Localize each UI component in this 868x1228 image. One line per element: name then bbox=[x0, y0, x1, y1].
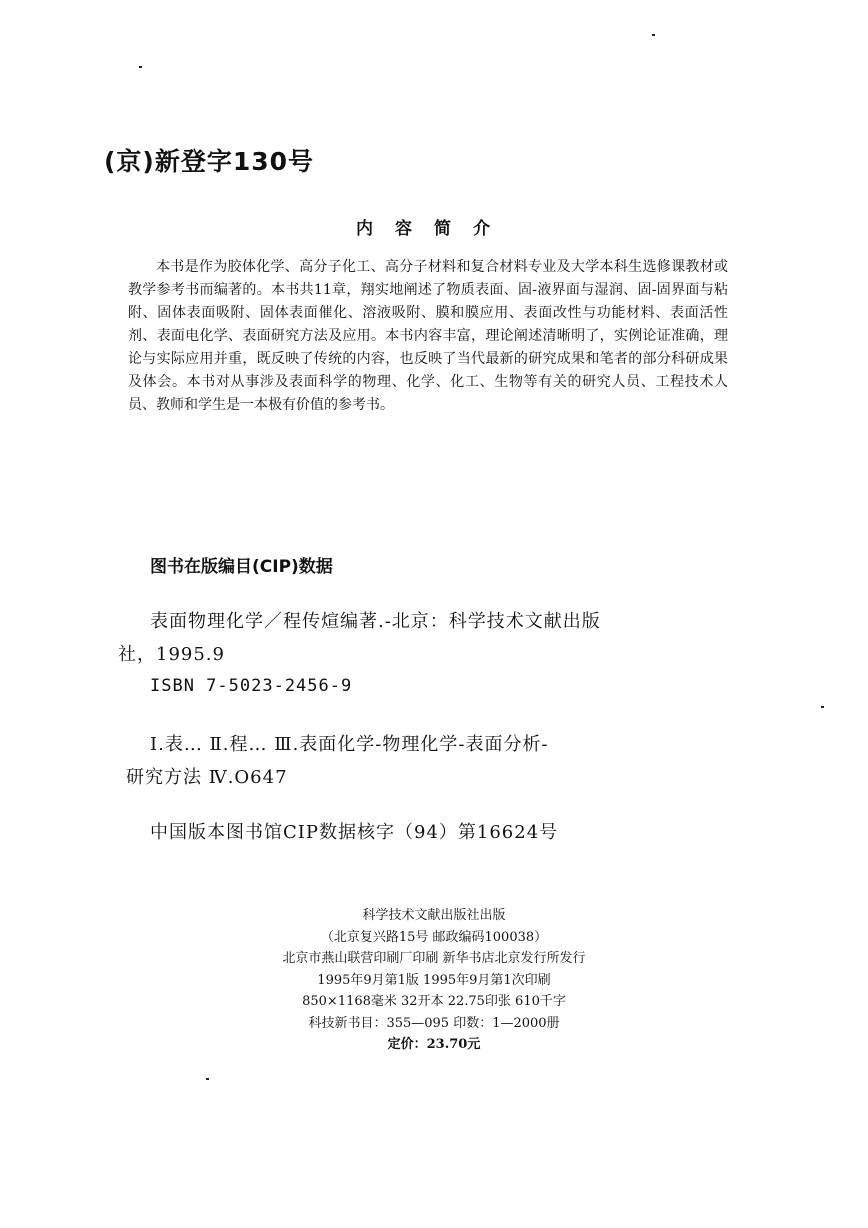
intro-title: 内容简介 bbox=[356, 219, 512, 239]
publication-info bbox=[0, 905, 868, 1056]
intro-paragraph: 本书是作为胶体化学、高分子化工、高分子材料和复合材料专业及大学本科生选修课教材或教学参考书而编著的。本书共11章，翔实地阐述了物质表面、固-液界面与湿润、固-固界面与粘附、固体表面吸附、固体表面催化、溶液吸附、膜和膜应用、表面改性与功能材料、表面活性剂、表面电化学、表面研究方法及应用。本书内容丰富，理论阐述清晰明了，实例论证准确，理论与实际应用并重，既反映了传统的内容，也反映了当代最新的研究成果和笔者的部分科研成果及体会。本书对从事涉及表面科学的物理、化学、化工、生物等有关的研究人员、工程技术人员、教师和学生是一本极有价值的参考书。 bbox=[128, 259, 728, 413]
scan-speck bbox=[821, 706, 824, 708]
cip-title-line: 表面物理化学／程传煊编著.-北京：科学技术文献出版 bbox=[150, 611, 601, 632]
cip-isbn: ISBN 7-5023-2456-9 bbox=[150, 676, 353, 696]
printer-line: 北京市燕山联营印刷厂印刷 新华书店北京发行所发行 bbox=[282, 951, 586, 966]
scan-speck bbox=[652, 34, 655, 36]
cip-classification-line-2: 研究方法 Ⅳ.O647 bbox=[126, 767, 288, 788]
scan-speck bbox=[206, 1078, 209, 1080]
cip-title-line-2: 社，1995.9 bbox=[118, 644, 225, 665]
intro-text bbox=[128, 256, 728, 417]
address-line: （北京复兴路15号 邮政编码100038） bbox=[320, 929, 548, 945]
edition-line: 1995年9月第1版 1995年9月第1次印刷 bbox=[317, 972, 551, 988]
cip-classification-line: Ⅰ.表… Ⅱ.程… Ⅲ.表面化学-物理化学-表面分析- bbox=[150, 734, 549, 755]
publisher-line: 科学技术文献出版社出版 bbox=[362, 908, 506, 923]
registration-number: (京)新登字130号 bbox=[104, 147, 315, 176]
scan-speck bbox=[139, 66, 142, 68]
cip-data-number: 中国版本图书馆CIP数据核字（94）第16624号 bbox=[150, 822, 559, 843]
book-number-line: 科技新书目：355—095 印数：1—2000册 bbox=[308, 1015, 560, 1031]
price-line: 定价：23.70元 bbox=[387, 1037, 481, 1052]
format-line: 850×1168毫米 32开本 22.75印张 610千字 bbox=[302, 994, 566, 1009]
cip-heading: 图书在版编目(CIP)数据 bbox=[150, 557, 333, 577]
